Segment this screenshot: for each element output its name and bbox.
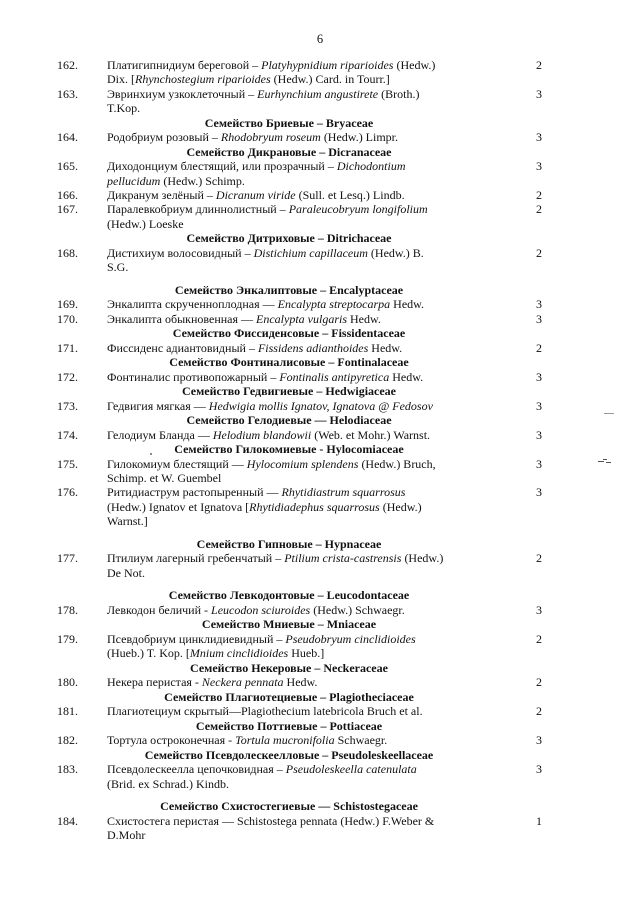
entry-number: 172. [57, 369, 78, 384]
name-text: Плагиотециум скрытый—Plagiothecium latebricola Bruch et al. [107, 704, 423, 719]
species-name [107, 159, 471, 188]
name-text: Гедвигия мягкая — [107, 398, 209, 413]
entry-number: 183. [57, 762, 78, 777]
name-text: Диходонциум блестящий, или прозрачный – [107, 159, 337, 174]
name-text: (Hedw.) Ignatov et Ignatova [ [107, 499, 250, 514]
name-line [107, 632, 471, 646]
family-heading: Семейство Гелодиевые — Helodiaceae [186, 413, 392, 428]
species-name [107, 370, 471, 384]
name-line [107, 58, 471, 72]
margin-scribble [598, 459, 612, 463]
name-text: Dix. [ [107, 72, 135, 87]
family-heading: Семейство Некеровые – Neckeraceae [190, 660, 388, 675]
status-category: 3 [536, 311, 542, 326]
latin-name: Rhytidiadephus squarrosus [249, 499, 380, 514]
section-spacing [0, 580, 640, 588]
name-text: Энкалипта скрученноплодная — [107, 297, 278, 312]
species-name [107, 297, 471, 311]
entry-number: 181. [57, 704, 78, 719]
name-line [107, 260, 471, 274]
name-line [107, 101, 471, 115]
species-name [107, 130, 471, 144]
status-category: 3 [536, 159, 542, 174]
species-entry [0, 485, 640, 528]
entry-number: 167. [57, 202, 78, 217]
species-entry [0, 814, 640, 843]
name-text: Паралевкобриум длиннолистный – [107, 202, 289, 217]
latin-name: Platyhypnidium riparioides [261, 58, 394, 72]
latin-name: Leucodon sciuroides [211, 602, 311, 617]
name-line [107, 704, 471, 718]
name-line [107, 471, 471, 485]
status-category: 3 [536, 485, 542, 500]
species-name [107, 733, 471, 747]
family-heading: Семейство Мниевые – Mniaceae [201, 617, 377, 632]
latin-name: pellucidum [107, 173, 161, 188]
name-text: Дистихиум волосовидный – [107, 245, 254, 260]
name-text: Фиссиденс адиантовидный – [107, 340, 258, 355]
name-line [107, 675, 471, 689]
name-line [107, 174, 471, 188]
name-text: Hedw. [368, 340, 403, 355]
latin-name: Mnium cinclidioides [189, 646, 289, 661]
name-text: Псевдолескеелла цепочковидная – [107, 762, 286, 777]
species-entry [0, 370, 640, 384]
family-heading: Семейство Гедвигиевые – Hedwigiaceae [181, 384, 397, 399]
family-heading: Семейство Дикрановые – Dicranaceae [186, 144, 392, 159]
name-text: Schwaegr. [334, 733, 388, 748]
latin-name: Dicranum viride [215, 188, 296, 203]
latin-name: Hedwigia mollis Ignatov, Ignatova @ Fedosov [208, 398, 433, 413]
name-text: (Hedw.) [379, 499, 422, 514]
species-name [107, 551, 471, 580]
species-name [107, 603, 471, 617]
family-heading: Семейство Плагиотециевые – Plagiotheciaceae [164, 689, 414, 704]
status-category: 2 [536, 340, 542, 355]
species-entry [0, 130, 640, 144]
name-text: Родобриум розовый – [107, 130, 221, 145]
page-number: 6 [316, 32, 324, 46]
species-entry [0, 457, 640, 486]
species-entry [0, 87, 640, 116]
entry-number: 163. [57, 86, 78, 101]
name-text: (Sull. et Lesq.) Lindb. [295, 188, 405, 203]
name-line [107, 72, 471, 86]
name-line [107, 188, 471, 202]
name-text: Дикранум зелёный – [107, 188, 216, 203]
status-category: 1 [536, 813, 542, 828]
entry-number: 164. [57, 130, 78, 145]
name-line [107, 485, 471, 499]
name-line [107, 500, 471, 514]
status-category: 3 [536, 297, 542, 312]
section-spacing [0, 529, 640, 537]
species-list [0, 58, 640, 842]
section-spacing [0, 275, 640, 283]
name-text: Гилокомиум блестящий — [107, 456, 247, 471]
entry-number: 168. [57, 245, 78, 260]
name-text: T.Kop. [107, 101, 141, 116]
status-category: 3 [536, 602, 542, 617]
entry-number: 171. [57, 340, 78, 355]
latin-name: Helodium blandowii [212, 427, 312, 442]
entry-number: 174. [57, 427, 78, 442]
species-entry [0, 704, 640, 718]
name-text: Гелодиум Бланда — [107, 427, 213, 442]
name-text: Псевдобриум цинклидиевидный – [107, 631, 286, 646]
species-entry [0, 675, 640, 689]
species-entry [0, 312, 640, 326]
species-name [107, 341, 471, 355]
name-line [107, 202, 471, 216]
family-heading: Семейство Фонтиналисовые – Fontinalaceae [169, 355, 409, 370]
name-text: Эвринхиум узкоклеточный – [107, 86, 258, 101]
name-line [107, 87, 471, 101]
name-text: Схистостега перистая — Schistostega pennata (Hedw.) F.Weber & [107, 813, 435, 828]
status-category: 2 [536, 704, 542, 719]
name-line [107, 566, 471, 580]
name-text: D.Mohr [107, 827, 146, 842]
name-line [107, 130, 471, 144]
entry-number: 182. [57, 733, 78, 748]
family-heading: Семейство Дитриховые – Ditrichaceae [186, 231, 392, 246]
latin-name: Dichodontium [336, 159, 406, 174]
status-category: 2 [536, 245, 542, 260]
name-text: (Hedw.) [401, 551, 444, 566]
name-text: (Hedw.) Schimp. [160, 173, 245, 188]
family-heading: Семейство Гилокомиевые - Hylocomiaceae [174, 442, 404, 457]
entry-number: 170. [57, 311, 78, 326]
family-heading: Семейство Фиссиденсовые – Fissidentaceae [172, 326, 406, 341]
name-text: Птилиум лагерный гребенчатый – [107, 551, 285, 566]
species-name [107, 87, 471, 116]
name-text: De Not. [107, 565, 145, 580]
family-heading: Семейство Энкалиптовые – Encalyptaceae [174, 282, 404, 297]
latin-name: Ptilium crista-castrensis [284, 551, 402, 566]
species-entry [0, 297, 640, 311]
name-text: Энкалипта обыкновенная — [107, 311, 257, 326]
species-name [107, 428, 471, 442]
status-category: 2 [536, 58, 542, 72]
name-line [107, 762, 471, 776]
status-category: 3 [536, 762, 542, 777]
name-text: Некера перистая - [107, 675, 202, 690]
name-text: (Brid. ex Schrad.) Kindb. [107, 776, 229, 791]
name-line [107, 370, 471, 384]
name-text: (Hueb.) T. Kop. [ [107, 646, 190, 661]
entry-number: 173. [57, 398, 78, 413]
status-category: 3 [536, 427, 542, 442]
name-line [107, 217, 471, 231]
latin-name: Fontinalis antipyretica [279, 369, 390, 384]
name-text: (Web. et Mohr.) Warnst. [311, 427, 431, 442]
entry-number: 184. [57, 813, 78, 828]
species-entry [0, 551, 640, 580]
status-category: 2 [536, 202, 542, 217]
latin-name: Paraleucobryum longifolium [288, 202, 428, 217]
name-line [107, 399, 471, 413]
name-text: Hedw. [283, 675, 318, 690]
name-text: (Hedw.) Bruch, [358, 456, 436, 471]
status-category: 3 [536, 456, 542, 471]
species-name [107, 814, 471, 843]
name-line [107, 828, 471, 842]
entry-number: 165. [57, 159, 78, 174]
name-line [107, 814, 471, 828]
name-line [107, 551, 471, 565]
entry-number: 177. [57, 551, 78, 566]
family-heading: Семейство Бриевые – Bryaceae [204, 115, 374, 130]
status-category: 2 [536, 675, 542, 690]
species-name [107, 762, 471, 791]
scan-speck [150, 453, 152, 455]
name-text: Hedw. [390, 297, 425, 312]
name-text: Тортула остроконечная - [107, 733, 236, 748]
entry-number: 179. [57, 631, 78, 646]
entry-number: 166. [57, 188, 78, 203]
name-text: Фонтиналис противопожарный – [107, 369, 280, 384]
status-category: 3 [536, 130, 542, 145]
latin-name: Pseudobryum cinclidioides [285, 631, 416, 646]
species-name [107, 188, 471, 202]
margin-mark [604, 413, 614, 414]
latin-name: Encalypta streptocarpa [277, 297, 391, 312]
latin-name: Tortula mucronifolia [235, 733, 335, 748]
species-name [107, 58, 471, 87]
latin-name: Encalypta vulgaris [256, 311, 347, 326]
name-line [107, 646, 471, 660]
status-category: 3 [536, 733, 542, 748]
name-text: S.G. [107, 260, 129, 275]
species-name [107, 704, 471, 718]
status-category: 3 [536, 398, 542, 413]
name-text: Hueb.] [288, 646, 325, 661]
name-text: (Hedw.) B. [367, 245, 424, 260]
name-text: (Hedw.) [393, 58, 436, 72]
species-name [107, 312, 471, 326]
name-text: (Hedw.) Limpr. [320, 130, 399, 145]
family-heading: Семейство Гипновые – Hypnaceae [196, 536, 382, 551]
species-entry [0, 341, 640, 355]
latin-name: Hylocomium splendens [246, 456, 359, 471]
species-entry [0, 762, 640, 791]
family-heading: Семейство Поттиевые – Pottiaceae [195, 718, 383, 733]
name-text: Warnst.] [107, 514, 148, 529]
entry-number: 180. [57, 675, 78, 690]
status-category: 2 [536, 631, 542, 646]
species-name [107, 675, 471, 689]
latin-name: Distichium capillaceum [253, 245, 368, 260]
species-entry [0, 733, 640, 747]
status-category: 2 [536, 551, 542, 566]
name-line [107, 603, 471, 617]
species-name [107, 202, 471, 231]
name-line [107, 246, 471, 260]
name-text: (Broth.) [378, 86, 420, 101]
name-line [107, 457, 471, 471]
name-text: Левкодон беличий - [107, 602, 212, 617]
status-category: 2 [536, 188, 542, 203]
entry-number: 176. [57, 485, 78, 500]
species-name [107, 632, 471, 661]
species-entry [0, 246, 640, 275]
entry-number: 169. [57, 297, 78, 312]
species-entry [0, 632, 640, 661]
latin-name: Rhynchostegium riparioides [135, 72, 271, 87]
name-line [107, 312, 471, 326]
species-entry [0, 603, 640, 617]
name-line [107, 428, 471, 442]
name-text: Hedw. [347, 311, 381, 326]
latin-name: Neckera pennata [201, 675, 284, 690]
family-heading: Семейство Схистостегиевые — Schistostegaceae [160, 798, 418, 813]
name-line [107, 514, 471, 528]
status-category: 3 [536, 369, 542, 384]
latin-name: Rhodobryum roseum [220, 130, 321, 145]
name-line [107, 777, 471, 791]
species-entry [0, 188, 640, 202]
name-line [107, 733, 471, 747]
species-entry [0, 428, 640, 442]
species-entry [0, 399, 640, 413]
species-name [107, 485, 471, 528]
entry-number: 162. [57, 58, 78, 72]
name-line [107, 159, 471, 173]
species-entry [0, 159, 640, 188]
section-spacing [0, 791, 640, 799]
latin-name: Fissidens adianthoides [257, 340, 369, 355]
family-heading: Семейство Левкодонтовые – Leucodontaceae [168, 588, 410, 603]
name-text: Платигипнидиум береговой – [107, 58, 262, 72]
name-text: Hedw. [389, 369, 424, 384]
name-text: (Hedw.) Schwaegr. [310, 602, 405, 617]
entry-number: 178. [57, 602, 78, 617]
species-name [107, 246, 471, 275]
status-category: 3 [536, 86, 542, 101]
latin-name: Eurhynchium angustirete [257, 86, 379, 101]
name-line [107, 341, 471, 355]
name-text: Schimp. et W. Guembel [107, 471, 222, 486]
species-name [107, 457, 471, 486]
latin-name: Rhytidiastrum squarrosus [281, 485, 406, 500]
latin-name: Pseudoleskeella catenulata [285, 762, 417, 777]
species-entry [0, 202, 640, 231]
name-text: Ритидиаструм растопыренный — [107, 485, 282, 500]
species-name [107, 399, 471, 413]
name-line [107, 297, 471, 311]
family-heading: Семейство Псевдолескеелловые – Pseudoleskeellaceae [144, 747, 434, 762]
name-text: (Hedw.) Card. in Tourr.] [270, 72, 390, 87]
entry-number: 175. [57, 456, 78, 471]
species-entry [0, 58, 640, 87]
name-text: (Hedw.) Loeske [107, 216, 184, 231]
